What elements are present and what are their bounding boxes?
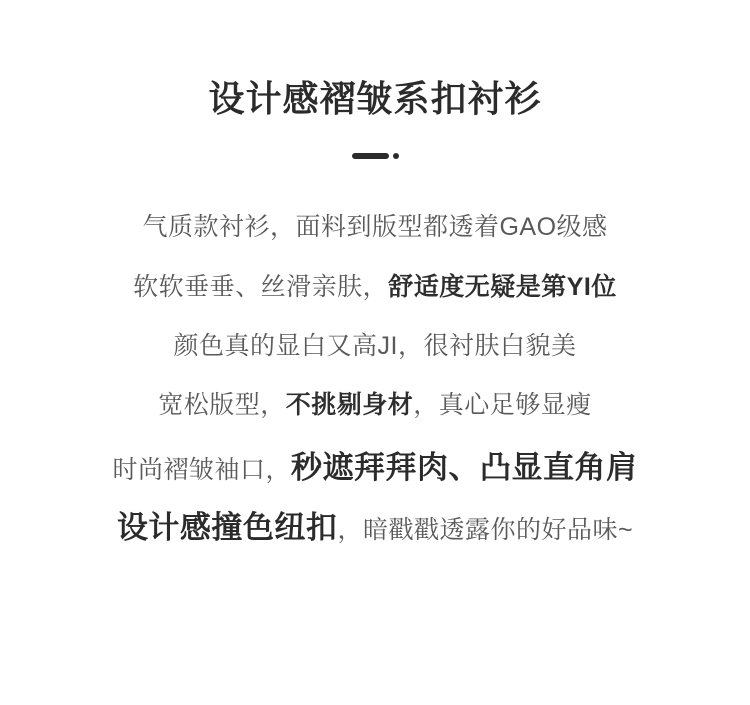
feature-line-color xyxy=(0,331,750,361)
feature-text: 软软垂垂、丝滑亲肤， xyxy=(133,273,389,301)
feature-text: 颜色真的显白又高JI，很衬肤白貌美 xyxy=(173,332,577,360)
page-title: 设计感褶皱系扣衬衫 xyxy=(208,78,542,119)
feature-text: 时尚褶皱袖口， xyxy=(112,456,291,484)
feature-line-fit xyxy=(0,390,750,420)
feature-text-emphasis: 秒遮拜拜肉、凸显直角肩 xyxy=(291,450,638,485)
feature-text: 宽松版型， xyxy=(158,391,286,419)
feature-line-comfort xyxy=(0,272,750,302)
feature-line-sleeve xyxy=(0,450,750,488)
feature-text: ，暗戳戳透露你的好品味~ xyxy=(337,516,634,544)
feature-text-emphasis: 舒适度无疑是第YI位 xyxy=(388,273,617,301)
dash-dot-divider xyxy=(0,146,750,166)
dash-icon xyxy=(352,153,389,159)
feature-text: 气质款衬衫，面料到版型都透着GAO级感 xyxy=(142,213,608,241)
feature-text: ，真心足够显瘦 xyxy=(413,391,592,419)
feature-text-emphasis: 设计感撞色纽扣 xyxy=(116,510,338,545)
feature-text-emphasis: 不挑剔身材 xyxy=(285,391,414,419)
dot-icon xyxy=(393,153,399,159)
feature-line-buttons xyxy=(0,510,750,548)
feature-line-fabric xyxy=(0,212,750,242)
